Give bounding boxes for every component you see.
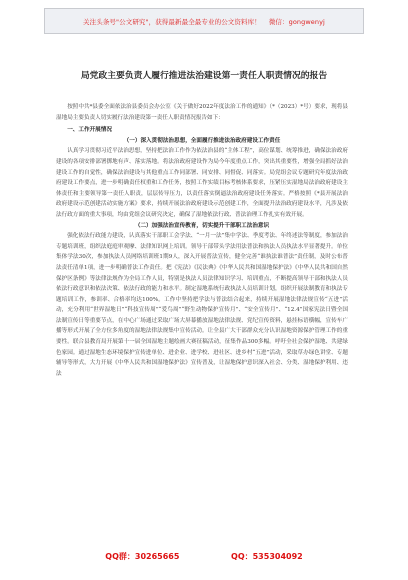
body-paragraph: 按照中共*县委全面依法治县委员会办公室《关于做好2022年度法治工作的通知》（*（2023）*号）要求，现将县湿地局主要负责人切实履行法治建设第一责任人职责情况报告如下： — [56, 104, 348, 121]
qq-text: QQ：535304092 — [231, 552, 303, 561]
body-paragraph: 认真学习贯彻习近平法治思想，坚持把法治工作作为依法治县的“主体工程”，高位谋划、统筹推进，确保法治政府建设的各项安排部署掷地有声、落实落地。将法治政府建设作为局今年度重点工作，突出其重要性，增强全局抓好法治建设工作的自觉性，确保法治建设与其他重点工作同部署、同安排、同督促、同落实。局党组会议专题研究年度法治政府建设工作要点，进一步明确责任权重和工作任务，按照工作实绩目标考核体系要求，压紧压实湿地局法治政府建设主体责任和主要领导第一责任人职责，层层传导压力，以责任落实倒逼法治政府建设任务落实。严格按照《*县开展法治政府建设示范创建活动实施方案》要求，持续开展法治政府建设示范创建工作，全面提升法治政府建设水平，凡涉及依法行政方面的重大事项，均由党组会议研究决定，确保了湿地依法行政、普法治理工作扎实有效开展。 — [56, 148, 348, 218]
contact-footer — [0, 551, 408, 563]
qq-group-text: QQ群：30265665 — [105, 552, 180, 561]
promo-banner-text: 关注头条号"公文研究"，获得最新最全最专业的公文资料库！ — [83, 17, 261, 26]
subsection-heading: （一）深入贯彻法治思想，全面履行推进法治政府建设工作责任 — [123, 137, 281, 144]
promo-banner-wechat: 微信：gongwenyj — [268, 17, 325, 26]
promo-banner[interactable] — [44, 8, 364, 34]
subsection-heading: （二）加强法治宣传教育，切实提升干部职工法治意识 — [134, 222, 270, 229]
body-paragraph: 强化依法行政能力建设，认真落实干部职工会学法、“一月一法”集中学法、季度考法、年终述法等制度，参加法治专题培训班，组织法庭庭审观摩、法律知识网上培训。领导干部带头学法用法普法和执法人员执法水平显著提升。单位集体学法30次，参加执法人员网络培训班1期9人，深入开展普法宣传，健全完善“谁执法谁普法”责任制，及时公布普法责任清单1项，进一步明确普法工作责任。把《宪法》《民法典》《中华人民共和国湿地保护法》《中华人民共和国自然保护区条例》等法律法规作为全局工作人员，特别是执法人员法律知识学习、培训重点，不断提高领导干部和执法人员依法行政意识和依法决策、依法行政的能力和水平。制定湿地系统行政执法人员培训计划，组织开展法制教育和执法专题培训工作，参训率、合格率均达100%。工作中坚持把学法与普法结合起来，持续开展湿地法律法规宣传“五进”活动，充分利用“世界湿地日”“科技宣传周”“爱鸟周”“野生动物保护宣传月”、“安全宣传月”、“12.4”国家宪法日暨全国法制宣传日等重要节点，在中心广场通过采取广场大屏幕播放湿地法律法规、党纪宣传资料，悬挂标语横幅，宣传车广播等形式开展了全方位多角度的湿地法律法规集中宣传活动。让全县广大干部群众充分认识湿地资源保护管理工作的重要性。联合县教育局开展第十一届全国湿地主题绘画大赛征稿活动，征集作品300多幅。呼吁全社会保护湿地、共建绿色家园。通过湿地生态环境保护宣传进单位、进企业、进学校、进社区、进乡村“五进”活动，采取草办绿色讲堂、专题辅导等形式，大力开展《中华人民共和国湿地保护法》宣传普及，让湿地保护意识深入社会、分类、湿地保护利用、违法 — [56, 233, 348, 377]
section-heading: 一、工作开展情况 — [67, 127, 112, 134]
document-title: 局党政主要负责人履行推进法治建设第一责任人职责情况的报告 — [80, 71, 328, 81]
document-body — [56, 102, 348, 379]
